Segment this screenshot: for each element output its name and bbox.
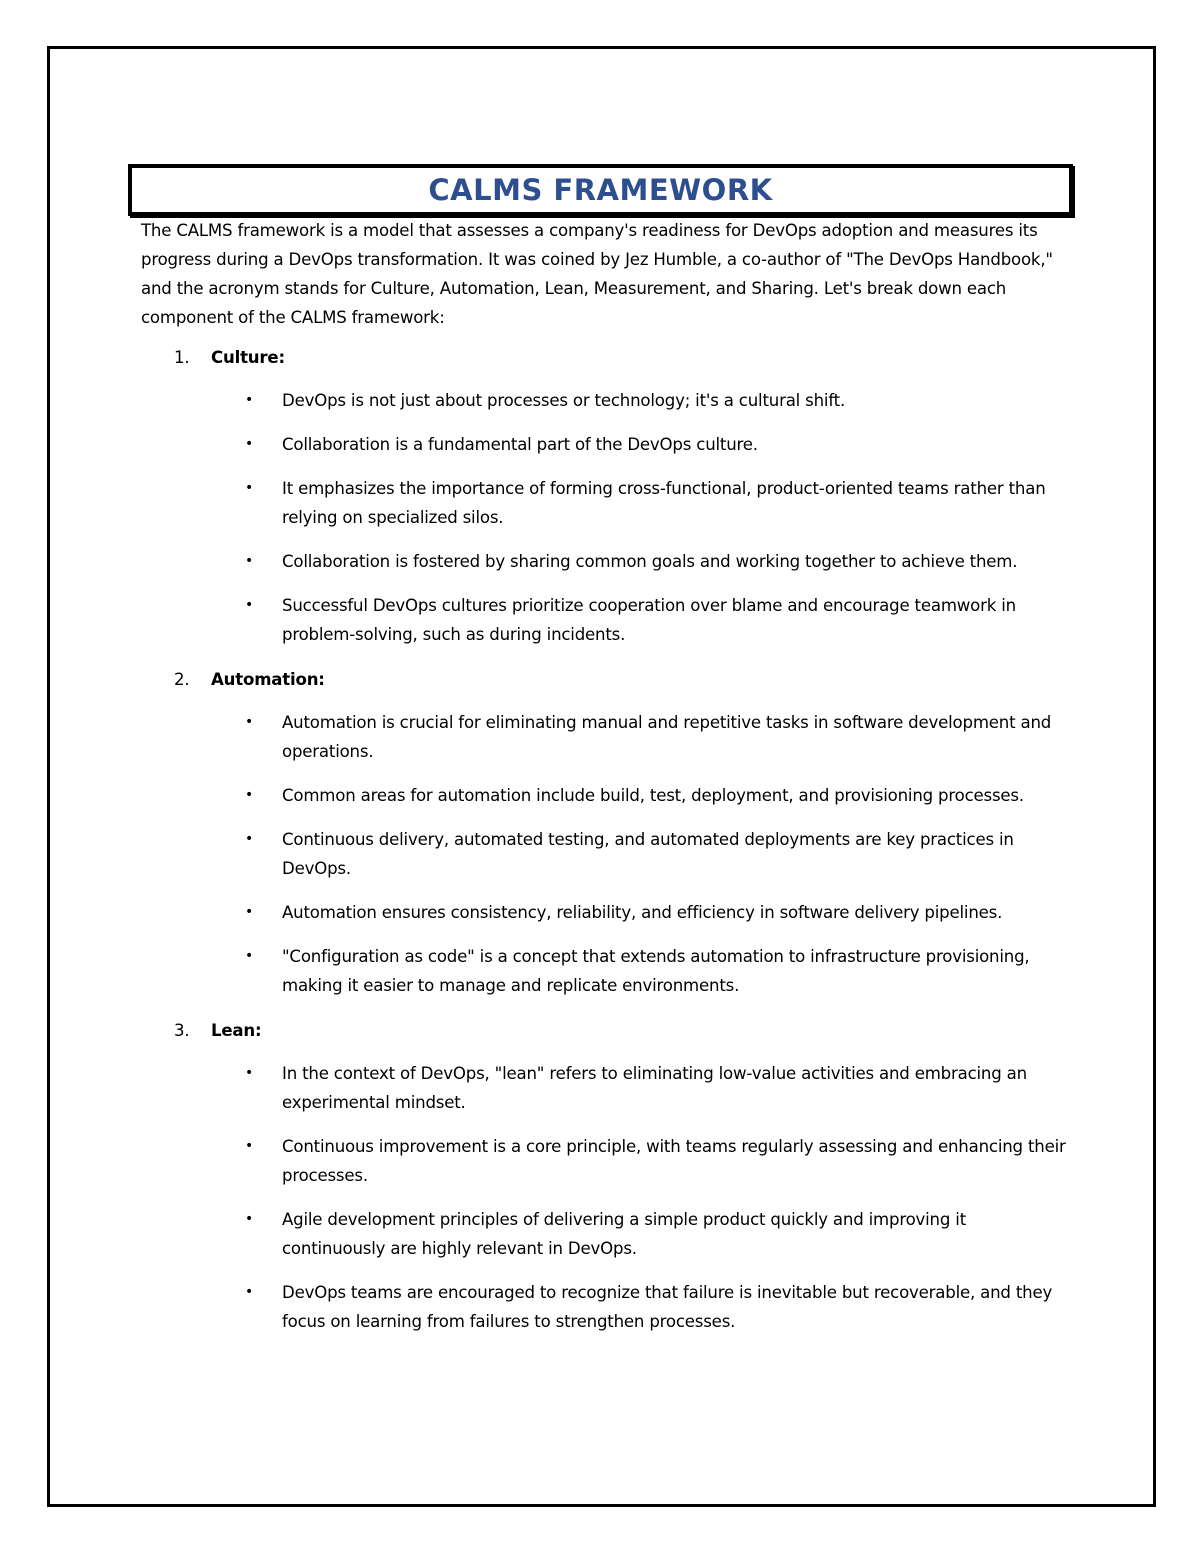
section-title: Culture: [211,348,285,367]
list-item [141,708,1071,766]
list-item [141,942,1071,1000]
bullet-icon: • [245,831,254,847]
bullet-text: Collaboration is fostered by sharing common goals and working together to achieve them. [282,552,1018,571]
document-body [141,216,1071,1351]
bullet-icon: • [245,714,254,730]
bullet-list [141,1059,1071,1336]
bullet-text: In the context of DevOps, "lean" refers to eliminating low-value activities and embracing an experimental mindset. [282,1064,1027,1112]
bullet-text: Continuous delivery, automated testing, and automated deployments are key practices in DevOps. [282,830,1014,878]
list-item [141,898,1071,927]
bullet-icon: • [245,480,254,496]
bullet-list [141,708,1071,1000]
bullet-icon: • [245,787,254,803]
bullet-icon: • [245,948,254,964]
list-item [141,430,1071,459]
section-heading [141,1015,1071,1045]
section-heading [141,342,1071,372]
bullet-icon: • [245,1284,254,1300]
bullet-icon: • [245,1211,254,1227]
section-title: Lean: [211,1021,262,1040]
title-box [128,164,1073,216]
section-automation [141,664,1071,1000]
section-culture [141,342,1071,649]
bullet-text: DevOps teams are encouraged to recognize that failure is inevitable but recoverable, and they focus on learning from failures to strengthen processes. [282,1283,1053,1331]
bullet-icon: • [245,1138,254,1154]
section-title: Automation: [211,670,325,689]
bullet-icon: • [245,553,254,569]
bullet-text: Automation is crucial for eliminating manual and repetitive tasks in software development and operations. [282,713,1052,761]
section-heading [141,664,1071,694]
bullet-icon: • [245,392,254,408]
list-item [141,474,1071,532]
list-item [141,591,1071,649]
list-item [141,825,1071,883]
bullet-list [141,386,1071,649]
bullet-text: Automation ensures consistency, reliability, and efficiency in software delivery pipelines. [282,903,1003,922]
list-item [141,1059,1071,1117]
list-item [141,1205,1071,1263]
document-title: CALMS FRAMEWORK [428,173,773,207]
section-lean [141,1015,1071,1336]
list-item [141,1278,1071,1336]
list-item [141,1132,1071,1190]
section-number: 3. [174,1021,190,1040]
bullet-text: Common areas for automation include build, test, deployment, and provisioning processes. [282,786,1024,805]
bullet-text: Agile development principles of delivering a simple product quickly and improving it continuously are highly relevant in DevOps. [282,1210,967,1258]
section-number: 1. [174,348,190,367]
bullet-text: Successful DevOps cultures prioritize cooperation over blame and encourage teamwork in problem-solving, such as during incidents. [282,596,1016,644]
bullet-text: "Configuration as code" is a concept that extends automation to infrastructure provisioning, making it easier to manage and replicate environments. [282,947,1030,995]
bullet-text: It emphasizes the importance of forming cross-functional, product-oriented teams rather than relying on specialized silos. [282,479,1046,527]
section-number: 2. [174,670,190,689]
list-item [141,547,1071,576]
bullet-icon: • [245,597,254,613]
intro-paragraph: The CALMS framework is a model that assesses a company's readiness for DevOps adoption and measures its progress during a DevOps transformation. It was coined by Jez Humble, a co-author of "The DevOps Handbook," and the acronym stands for Culture, Automation, Lean, Measurement, and Sharing. Let's break down each component of the CALMS framework: [141,221,1053,327]
list-item [141,781,1071,810]
list-item [141,386,1071,415]
bullet-text: Collaboration is a fundamental part of the DevOps culture. [282,435,758,454]
bullet-icon: • [245,436,254,452]
bullet-icon: • [245,1065,254,1081]
bullet-text: DevOps is not just about processes or technology; it's a cultural shift. [282,391,846,410]
bullet-icon: • [245,904,254,920]
bullet-text: Continuous improvement is a core principle, with teams regularly assessing and enhancing their processes. [282,1137,1066,1185]
